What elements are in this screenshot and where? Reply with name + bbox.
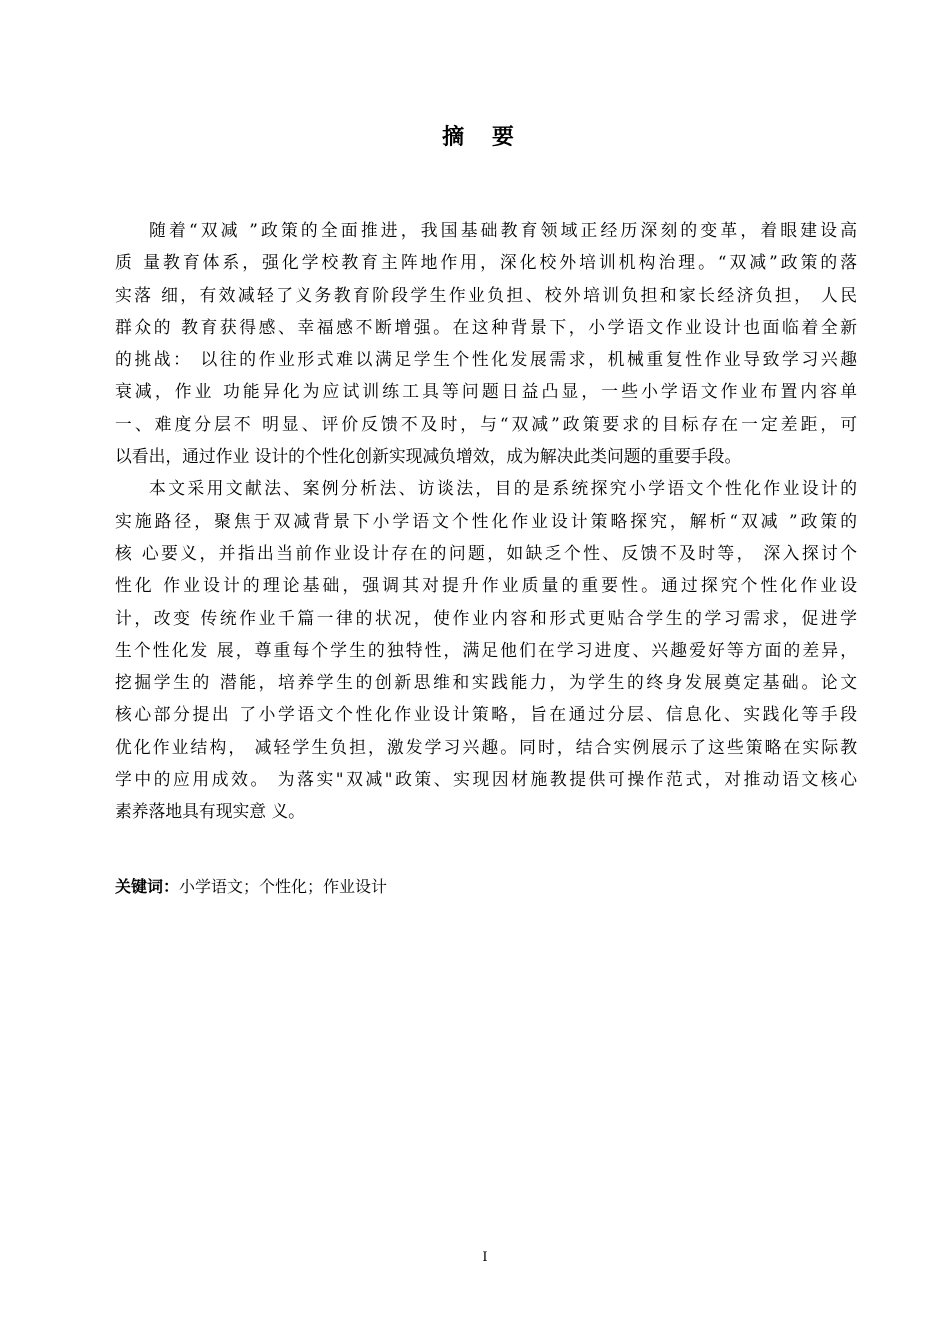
- text-line: 优化作业结构， 减轻学生负担，激发学习兴趣。同时，结合实例展示了这些策略在实际教: [115, 736, 857, 757]
- text-line: 学中的应用成效。 为落实"双减"政策、实现因材施教提供可操作范式，对推动语文核心: [115, 769, 857, 790]
- abstract-title: 摘 要: [442, 125, 524, 150]
- keywords-value: 小学语文；个性化；作业设计: [179, 877, 388, 896]
- text-line: 衰减，作业 功能异化为应试训练工具等问题日益凸显，一些小学语文作业布置内容单: [115, 381, 857, 402]
- text-line: 一、难度分层不 明显、评价反馈不及时，与“双减”政策要求的目标存在一定差距，可: [115, 413, 857, 434]
- text-line: 核 心要义，并指出当前作业设计存在的问题，如缺乏个性、反馈不及时等， 深入探讨个: [115, 542, 857, 563]
- keywords-label: 关键词：: [115, 877, 180, 896]
- text-line: 挖掘学生的 潜能，培养学生的创新思维和实践能力，为学生的终身发展奠定基础。论文: [115, 672, 857, 693]
- text-line: 实施路径，聚焦于双减背景下小学语文个性化作业设计策略探究，解析“双减 ”政策的: [115, 510, 857, 531]
- text-line: 本文采用文献法、案例分析法、访谈法，目的是系统探究小学语文个性化作业设计的: [149, 478, 857, 499]
- text-line: 群众的 教育获得感、幸福感不断增强。在这种背景下，小学语文作业设计也面临着全新: [115, 316, 857, 337]
- paragraph-2: [115, 472, 857, 827]
- page-number: I: [482, 1250, 488, 1265]
- text-line: 质 量教育体系，强化学校教育主阵地作用，深化校外培训机构治理。“双减”政策的落: [115, 252, 857, 273]
- abstract-body: [115, 214, 857, 828]
- text-line: 性化 作业设计的理论基础，强调其对提升作业质量的重要性。通过探究个性化作业设: [115, 575, 857, 596]
- text-line: 素养落地具有现实意 义。: [115, 801, 305, 822]
- keywords: [115, 874, 387, 897]
- paragraph-1: [115, 214, 857, 472]
- text-line: 生个性化发 展，尊重每个学生的独特性，满足他们在学习进度、兴趣爱好等方面的差异，: [115, 639, 857, 660]
- text-line: 以看出，通过作业 设计的个性化创新实现减负增效，成为解决此类问题的重要手段。: [115, 446, 742, 467]
- text-line: 随着“双减 ”政策的全面推进，我国基础教育领域正经历深刻的变革，着眼建设高: [149, 220, 857, 240]
- text-line: 计，改变 传统作业千篇一律的状况，使作业内容和形式更贴合学生的学习需求，促进学: [115, 607, 857, 628]
- text-line: 核心部分提出 了小学语文个性化作业设计策略，旨在通过分层、信息化、实践化等手段: [115, 704, 857, 725]
- text-line: 的挑战： 以往的作业形式难以满足学生个性化发展需求，机械重复性作业导致学习兴趣: [115, 349, 857, 370]
- text-line: 实落 细，有效减轻了义务教育阶段学生作业负担、校外培训负担和家长经济负担， 人民: [115, 284, 857, 305]
